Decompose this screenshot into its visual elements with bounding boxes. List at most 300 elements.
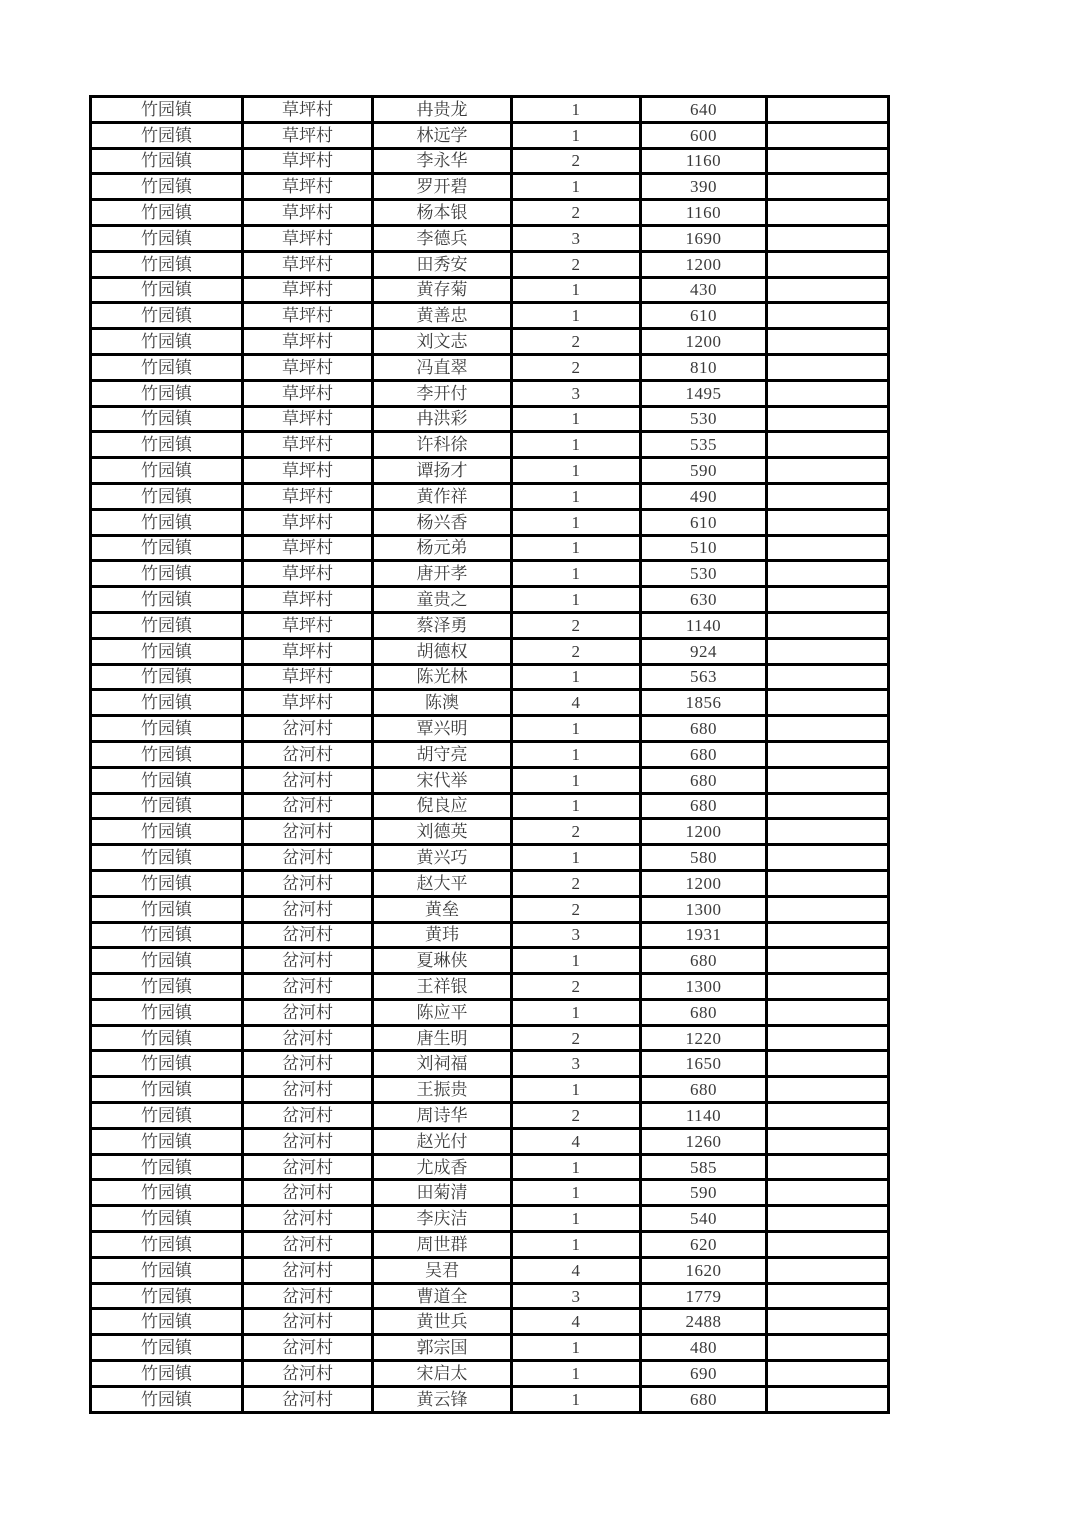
table-row [91, 948, 889, 974]
cell-note [767, 277, 889, 303]
cell-town: 竹园镇 [91, 122, 243, 148]
cell-amount: 1260 [641, 1128, 767, 1154]
cell-village: 岔河村 [243, 793, 373, 819]
cell-village: 岔河村 [243, 1128, 373, 1154]
cell-village: 草坪村 [243, 561, 373, 587]
table-row [91, 819, 889, 845]
cell-count: 1 [512, 1077, 641, 1103]
table-row [91, 896, 889, 922]
cell-village: 草坪村 [243, 97, 373, 123]
table-row [91, 612, 889, 638]
cell-town: 竹园镇 [91, 948, 243, 974]
cell-town: 竹园镇 [91, 406, 243, 432]
table-row [91, 716, 889, 742]
cell-note [767, 1335, 889, 1361]
table-row [91, 767, 889, 793]
cell-village: 岔河村 [243, 999, 373, 1025]
cell-amount: 1300 [641, 974, 767, 1000]
cell-note [767, 587, 889, 613]
cell-town: 竹园镇 [91, 354, 243, 380]
cell-amount: 1200 [641, 819, 767, 845]
cell-village: 草坪村 [243, 148, 373, 174]
cell-village: 岔河村 [243, 974, 373, 1000]
table-row [91, 303, 889, 329]
cell-town: 竹园镇 [91, 767, 243, 793]
cell-town: 竹园镇 [91, 303, 243, 329]
cell-name: 唐开孝 [373, 561, 512, 587]
cell-note [767, 1309, 889, 1335]
cell-note [767, 741, 889, 767]
table-row [91, 458, 889, 484]
cell-town: 竹园镇 [91, 97, 243, 123]
cell-name: 杨本银 [373, 200, 512, 226]
cell-name: 罗开碧 [373, 174, 512, 200]
cell-name: 胡守亮 [373, 741, 512, 767]
cell-name: 王振贵 [373, 1077, 512, 1103]
cell-note [767, 148, 889, 174]
cell-amount: 1779 [641, 1283, 767, 1309]
cell-count: 1 [512, 561, 641, 587]
cell-name: 童贵之 [373, 587, 512, 613]
table-row [91, 1257, 889, 1283]
cell-village: 岔河村 [243, 948, 373, 974]
cell-count: 2 [512, 819, 641, 845]
cell-village: 草坪村 [243, 354, 373, 380]
cell-town: 竹园镇 [91, 896, 243, 922]
cell-village: 岔河村 [243, 870, 373, 896]
table-row [91, 1309, 889, 1335]
cell-village: 草坪村 [243, 690, 373, 716]
table-row [91, 793, 889, 819]
cell-amount: 1650 [641, 1051, 767, 1077]
cell-town: 竹园镇 [91, 1206, 243, 1232]
cell-name: 杨元弟 [373, 535, 512, 561]
cell-village: 草坪村 [243, 432, 373, 458]
cell-note [767, 1051, 889, 1077]
cell-note [767, 1103, 889, 1129]
cell-village: 草坪村 [243, 225, 373, 251]
cell-count: 1 [512, 767, 641, 793]
cell-note [767, 1077, 889, 1103]
cell-town: 竹园镇 [91, 1180, 243, 1206]
table-row [91, 174, 889, 200]
cell-amount: 680 [641, 999, 767, 1025]
cell-note [767, 225, 889, 251]
cell-count: 3 [512, 225, 641, 251]
cell-note [767, 1232, 889, 1258]
table-row [91, 870, 889, 896]
cell-amount: 680 [641, 1077, 767, 1103]
cell-name: 李德兵 [373, 225, 512, 251]
cell-note [767, 1386, 889, 1412]
cell-count: 1 [512, 1154, 641, 1180]
cell-amount: 1140 [641, 612, 767, 638]
table-row [91, 638, 889, 664]
cell-name: 周世群 [373, 1232, 512, 1258]
cell-note [767, 1361, 889, 1387]
table-row [91, 122, 889, 148]
table-row [91, 329, 889, 355]
table-row [91, 1025, 889, 1051]
cell-note [767, 612, 889, 638]
cell-note [767, 664, 889, 690]
cell-village: 岔河村 [243, 1361, 373, 1387]
cell-town: 竹园镇 [91, 329, 243, 355]
cell-town: 竹园镇 [91, 741, 243, 767]
cell-count: 1 [512, 535, 641, 561]
cell-town: 竹园镇 [91, 793, 243, 819]
cell-town: 竹园镇 [91, 716, 243, 742]
cell-amount: 680 [641, 1386, 767, 1412]
table-row [91, 1386, 889, 1412]
cell-name: 田菊清 [373, 1180, 512, 1206]
cell-amount: 535 [641, 432, 767, 458]
cell-amount: 2488 [641, 1309, 767, 1335]
cell-village: 草坪村 [243, 251, 373, 277]
cell-town: 竹园镇 [91, 1077, 243, 1103]
cell-village: 岔河村 [243, 1335, 373, 1361]
cell-amount: 1690 [641, 225, 767, 251]
cell-note [767, 1154, 889, 1180]
cell-count: 1 [512, 664, 641, 690]
cell-name: 吴君 [373, 1257, 512, 1283]
table-row [91, 1283, 889, 1309]
cell-town: 竹园镇 [91, 509, 243, 535]
cell-amount: 590 [641, 1180, 767, 1206]
cell-amount: 1620 [641, 1257, 767, 1283]
cell-village: 草坪村 [243, 664, 373, 690]
cell-count: 3 [512, 380, 641, 406]
cell-village: 岔河村 [243, 767, 373, 793]
cell-town: 竹园镇 [91, 845, 243, 871]
cell-village: 岔河村 [243, 922, 373, 948]
cell-village: 岔河村 [243, 1154, 373, 1180]
cell-count: 3 [512, 922, 641, 948]
cell-note [767, 174, 889, 200]
cell-amount: 490 [641, 483, 767, 509]
cell-note [767, 1206, 889, 1232]
cell-village: 岔河村 [243, 1077, 373, 1103]
cell-name: 宋代举 [373, 767, 512, 793]
cell-count: 1 [512, 483, 641, 509]
cell-town: 竹园镇 [91, 148, 243, 174]
cell-note [767, 845, 889, 871]
cell-name: 陈应平 [373, 999, 512, 1025]
cell-name: 黄世兵 [373, 1309, 512, 1335]
cell-town: 竹园镇 [91, 174, 243, 200]
cell-town: 竹园镇 [91, 1154, 243, 1180]
cell-amount: 600 [641, 122, 767, 148]
table-row [91, 999, 889, 1025]
cell-count: 1 [512, 1361, 641, 1387]
cell-village: 岔河村 [243, 1257, 373, 1283]
cell-name: 唐生明 [373, 1025, 512, 1051]
cell-count: 1 [512, 432, 641, 458]
cell-town: 竹园镇 [91, 1283, 243, 1309]
table-row [91, 587, 889, 613]
cell-amount: 610 [641, 303, 767, 329]
cell-village: 岔河村 [243, 1283, 373, 1309]
cell-note [767, 638, 889, 664]
cell-count: 1 [512, 1335, 641, 1361]
cell-count: 4 [512, 1128, 641, 1154]
cell-village: 岔河村 [243, 1180, 373, 1206]
cell-note [767, 690, 889, 716]
cell-count: 2 [512, 251, 641, 277]
cell-amount: 610 [641, 509, 767, 535]
cell-count: 2 [512, 870, 641, 896]
cell-note [767, 561, 889, 587]
table-row [91, 845, 889, 871]
roster-table [89, 95, 890, 1414]
table-row [91, 354, 889, 380]
cell-name: 黄存菊 [373, 277, 512, 303]
cell-village: 岔河村 [243, 1025, 373, 1051]
cell-town: 竹园镇 [91, 999, 243, 1025]
cell-name: 赵光付 [373, 1128, 512, 1154]
table-row [91, 1361, 889, 1387]
cell-amount: 690 [641, 1361, 767, 1387]
cell-count: 1 [512, 1232, 641, 1258]
table-row [91, 483, 889, 509]
cell-count: 1 [512, 174, 641, 200]
cell-name: 冉洪彩 [373, 406, 512, 432]
cell-note [767, 97, 889, 123]
cell-town: 竹园镇 [91, 1051, 243, 1077]
cell-name: 黄兴巧 [373, 845, 512, 871]
cell-note [767, 948, 889, 974]
cell-amount: 1300 [641, 896, 767, 922]
cell-name: 蔡泽勇 [373, 612, 512, 638]
cell-name: 尤成香 [373, 1154, 512, 1180]
cell-note [767, 974, 889, 1000]
cell-town: 竹园镇 [91, 612, 243, 638]
cell-note [767, 999, 889, 1025]
cell-amount: 630 [641, 587, 767, 613]
cell-name: 周诗华 [373, 1103, 512, 1129]
table-row [91, 148, 889, 174]
cell-town: 竹园镇 [91, 870, 243, 896]
cell-count: 4 [512, 1257, 641, 1283]
cell-town: 竹园镇 [91, 1128, 243, 1154]
cell-amount: 1495 [641, 380, 767, 406]
cell-note [767, 458, 889, 484]
cell-note [767, 200, 889, 226]
cell-amount: 680 [641, 767, 767, 793]
cell-town: 竹园镇 [91, 1103, 243, 1129]
cell-amount: 1200 [641, 251, 767, 277]
cell-village: 草坪村 [243, 638, 373, 664]
cell-count: 1 [512, 948, 641, 974]
cell-name: 黄云锋 [373, 1386, 512, 1412]
table-row [91, 535, 889, 561]
cell-town: 竹园镇 [91, 200, 243, 226]
cell-village: 岔河村 [243, 1309, 373, 1335]
cell-village: 草坪村 [243, 200, 373, 226]
cell-town: 竹园镇 [91, 664, 243, 690]
cell-amount: 540 [641, 1206, 767, 1232]
cell-count: 2 [512, 612, 641, 638]
cell-village: 草坪村 [243, 587, 373, 613]
cell-amount: 640 [641, 97, 767, 123]
cell-count: 2 [512, 974, 641, 1000]
cell-amount: 1160 [641, 200, 767, 226]
cell-amount: 1220 [641, 1025, 767, 1051]
roster-table-body [91, 97, 889, 1413]
cell-amount: 680 [641, 948, 767, 974]
table-row [91, 1077, 889, 1103]
table-row [91, 690, 889, 716]
cell-count: 2 [512, 354, 641, 380]
cell-count: 3 [512, 1051, 641, 1077]
cell-village: 岔河村 [243, 845, 373, 871]
cell-amount: 680 [641, 716, 767, 742]
cell-village: 岔河村 [243, 896, 373, 922]
cell-name: 李庆洁 [373, 1206, 512, 1232]
cell-village: 岔河村 [243, 819, 373, 845]
cell-count: 1 [512, 1386, 641, 1412]
cell-name: 曹道全 [373, 1283, 512, 1309]
cell-count: 2 [512, 896, 641, 922]
cell-name: 刘文志 [373, 329, 512, 355]
cell-count: 4 [512, 690, 641, 716]
cell-amount: 430 [641, 277, 767, 303]
cell-village: 岔河村 [243, 1051, 373, 1077]
cell-name: 冉贵龙 [373, 97, 512, 123]
cell-town: 竹园镇 [91, 922, 243, 948]
cell-amount: 1856 [641, 690, 767, 716]
cell-note [767, 819, 889, 845]
table-row [91, 277, 889, 303]
cell-village: 草坪村 [243, 612, 373, 638]
cell-name: 李永华 [373, 148, 512, 174]
cell-note [767, 251, 889, 277]
cell-name: 李开付 [373, 380, 512, 406]
cell-count: 1 [512, 122, 641, 148]
cell-name: 覃兴明 [373, 716, 512, 742]
cell-town: 竹园镇 [91, 1232, 243, 1258]
cell-name: 林远学 [373, 122, 512, 148]
cell-town: 竹园镇 [91, 458, 243, 484]
cell-count: 1 [512, 509, 641, 535]
table-row [91, 561, 889, 587]
cell-name: 夏琳侠 [373, 948, 512, 974]
cell-count: 1 [512, 406, 641, 432]
cell-count: 2 [512, 200, 641, 226]
cell-note [767, 354, 889, 380]
cell-name: 田秀安 [373, 251, 512, 277]
cell-town: 竹园镇 [91, 1257, 243, 1283]
cell-village: 岔河村 [243, 1103, 373, 1129]
cell-village: 草坪村 [243, 406, 373, 432]
table-row [91, 380, 889, 406]
table-row [91, 664, 889, 690]
cell-note [767, 509, 889, 535]
cell-village: 岔河村 [243, 716, 373, 742]
cell-amount: 1140 [641, 1103, 767, 1129]
table-row [91, 1128, 889, 1154]
cell-name: 黄玮 [373, 922, 512, 948]
cell-amount: 620 [641, 1232, 767, 1258]
table-row [91, 97, 889, 123]
cell-name: 杨兴香 [373, 509, 512, 535]
cell-count: 2 [512, 1103, 641, 1129]
cell-amount: 680 [641, 793, 767, 819]
cell-town: 竹园镇 [91, 1335, 243, 1361]
table-row [91, 922, 889, 948]
cell-town: 竹园镇 [91, 1309, 243, 1335]
cell-town: 竹园镇 [91, 1361, 243, 1387]
cell-amount: 680 [641, 741, 767, 767]
cell-village: 草坪村 [243, 303, 373, 329]
cell-town: 竹园镇 [91, 535, 243, 561]
cell-note [767, 329, 889, 355]
cell-town: 竹园镇 [91, 819, 243, 845]
cell-town: 竹园镇 [91, 225, 243, 251]
cell-village: 草坪村 [243, 535, 373, 561]
table-row [91, 406, 889, 432]
cell-amount: 810 [641, 354, 767, 380]
cell-name: 刘德英 [373, 819, 512, 845]
cell-count: 2 [512, 1025, 641, 1051]
cell-amount: 390 [641, 174, 767, 200]
cell-count: 1 [512, 716, 641, 742]
cell-count: 1 [512, 97, 641, 123]
cell-name: 黄善忠 [373, 303, 512, 329]
cell-amount: 530 [641, 561, 767, 587]
cell-name: 宋启太 [373, 1361, 512, 1387]
table-row [91, 225, 889, 251]
cell-village: 草坪村 [243, 509, 373, 535]
cell-count: 2 [512, 148, 641, 174]
cell-village: 岔河村 [243, 1386, 373, 1412]
cell-name: 许科徐 [373, 432, 512, 458]
cell-note [767, 303, 889, 329]
cell-note [767, 922, 889, 948]
cell-name: 倪良应 [373, 793, 512, 819]
cell-name: 谭扬才 [373, 458, 512, 484]
table-row [91, 1206, 889, 1232]
cell-town: 竹园镇 [91, 561, 243, 587]
cell-note [767, 380, 889, 406]
table-row [91, 741, 889, 767]
cell-note [767, 870, 889, 896]
cell-village: 草坪村 [243, 458, 373, 484]
cell-name: 冯直翠 [373, 354, 512, 380]
cell-amount: 1200 [641, 329, 767, 355]
cell-count: 1 [512, 587, 641, 613]
cell-village: 草坪村 [243, 483, 373, 509]
cell-town: 竹园镇 [91, 690, 243, 716]
cell-village: 草坪村 [243, 174, 373, 200]
cell-note [767, 1283, 889, 1309]
cell-amount: 510 [641, 535, 767, 561]
cell-amount: 924 [641, 638, 767, 664]
table-row [91, 974, 889, 1000]
cell-count: 2 [512, 638, 641, 664]
cell-name: 陈光林 [373, 664, 512, 690]
cell-note [767, 767, 889, 793]
cell-amount: 530 [641, 406, 767, 432]
cell-name: 王祥银 [373, 974, 512, 1000]
cell-count: 1 [512, 277, 641, 303]
cell-note [767, 122, 889, 148]
cell-town: 竹园镇 [91, 638, 243, 664]
cell-village: 岔河村 [243, 1206, 373, 1232]
cell-count: 3 [512, 1283, 641, 1309]
cell-village: 草坪村 [243, 122, 373, 148]
cell-town: 竹园镇 [91, 1025, 243, 1051]
